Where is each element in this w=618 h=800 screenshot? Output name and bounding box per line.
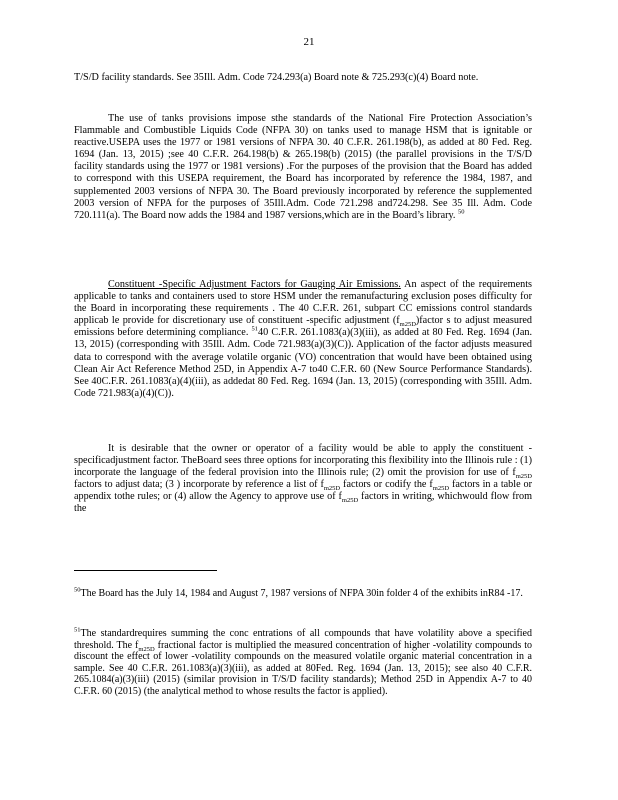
section-heading: Constituent -Specific Adjustment Factors for Gauging Air Emissions. <box>108 279 401 290</box>
footnote-separator <box>74 570 217 571</box>
footnote-ref-50: 50 <box>458 208 465 216</box>
paragraph-text: The use of tanks provisions impose sthe standards of the National Fire Protection Association’s Flammable and Combustible Liquids Code (NFPA 30) on tanks used to manage HSM that is ignitable or reactive.USEPA uses the 1977 or 1981 versions of NFPA 30. 40 C.F.R. 261.198(b), as added at 80 Fed. Reg. 1694 (Jan. 13, 2015) ;see 40 C.F.R. 264.198(b) & 265.198(b) (2015) (the parallel provisions in the T/S/D facility standards using the 1977 or 1981 versions) .For the purposes of the provision that the Board has added to correspond with this USEPA requirement, the Board has incorporated by reference the 1984, 1987, and supplemented 2003 versions of NFPA 30. The Board previously incorporated by reference the supplemented 2003 version of NFPA for the purposes of 35Ill.Adm. Code 721.298 and724.298. See 35 Ill. Adm. Code 720.111(a). The Board now adds the 1984 and 1987 versions,which are in the Board’s library. <box>74 113 532 221</box>
paragraph-tanks-provisions <box>74 113 532 222</box>
paragraph-adjustment-factors: Constituent -Specific Adjustment Factors for Gauging Air Emissions. An aspect of the requirements applicable to tanks and containers used to store HSM under the remanufacturing exclusion poses difficulty for the Board in incorporating these requirements . The 40 C.F.R. 261, subpart CC emissions control standards applicab le provide for discretionary use of constituent -specific adjustment $(f_{m25D})factor$ s to adjust measured emissions before determining compliance. $^{51}$40 C.F.R. 261.1083(a)(3)(iii), as added at 80 Fed. Reg. 1694 (Jan. 13, 2015) (corresponding with 35Ill. Adm. Code 721.983(a)(3)(C)). Application of the factor adjusts measured data to correspond with the average volatile organic (VO) concentration that would have been obtained using Clean Air Act Reference Method 25D, in Appendix A-7 to40 C.F.R. 60 (New Source Performance Standards). See 40C.F.R. 261.1083(a)(4)(iii), as addedat 80 Fed. Reg. 1694 (Jan. 13, 2015) (corresponding with 35Ill. Adm. Code 721.983(a)(4)(C)). <box>74 279 533 399</box>
footnote-51: $^{51}$The standardrequires summing the conc entrations of all compounds that have volatility above a specified threshold. The $f_{m25D}$ fractional factor is multiplied the measured concentration of higher -volatility compounds to discount the effect of lower -volatility compounds on the measured volatile organic material concentration in a sample. See 40 C.F.R. 261.1083(a)(3)(iii), as added at 80Fed. Reg. 1694 (Jan. 13, 2015); see also 40 C.F.R. 265.1084(a)(3)(iii) (2015) (similar provision in T/S/D facility standards); Method 25D in Appendix A-7 to 40 C.F.R. 60 (2015) (the analytical method to whose results the factor is applied). <box>74 626 532 697</box>
page-number: 21 <box>303 36 315 48</box>
footnote-50: $^{50}$The Board has the July 14, 1984 and August 7, 1987 versions of NFPA 30in folder 4 of the exhibits inR84 -17. <box>74 586 523 599</box>
paragraph-tsd-standards: T/S/D facility standards. See 35Ill. Adm. Code 724.293(a) Board note & 725.293(c)(4) Board note. <box>74 72 479 83</box>
paragraph-options: It is desirable that the owner or operator of a facility would be able to apply the constituent -specificadjustment factor. TheBoard sees three options for incorporating this flexibility into the Illinois rule : (1) incorporate the language of the federal provision into the Illinois rule; (2) omit the provision for use of $f_{m25D}$ factors to adjust data; (3 ) incorporate by reference a list of $f_{m25D}$ factors or codify the $f_{m25D}$ factors in a table or appendix tothe rules; or (4) allow the Agency to approve use of $f_{m25D}$ factors in writing, whichwould flow from the <box>74 443 533 515</box>
footnote-ref-51: 51 <box>251 325 259 333</box>
